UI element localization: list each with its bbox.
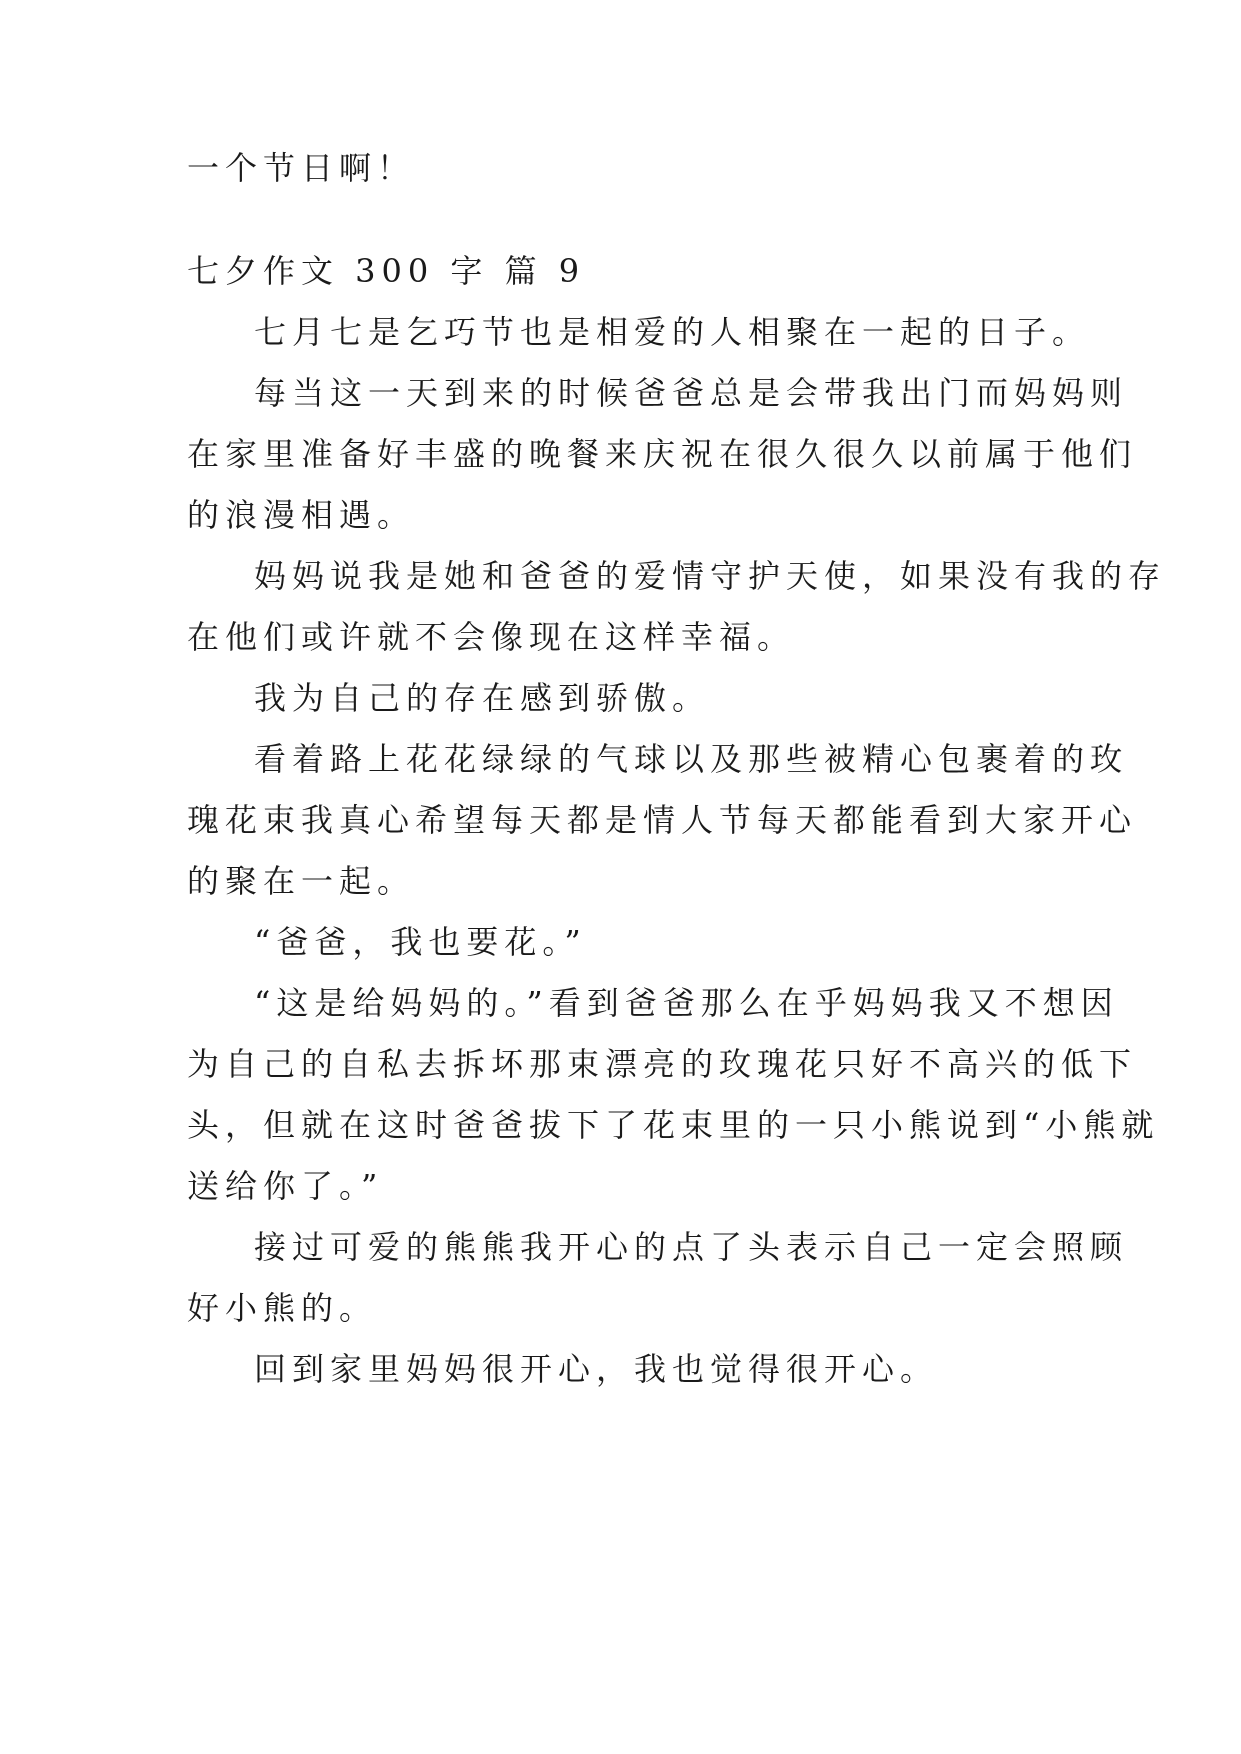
text-line: 每当这一天到来的时候爸爸总是会带我出门而妈妈则 — [254, 374, 1129, 412]
text-line: 回到家里妈妈很开心，我也觉得很开心。 — [254, 1350, 939, 1388]
text-line: 的浪漫相遇。 — [187, 496, 416, 534]
text-line: 我为自己的存在感到骄傲。 — [254, 679, 711, 717]
essay-heading: 七夕作文 300 字 篇 9 — [187, 252, 586, 290]
text-line: 好小熊的。 — [187, 1289, 378, 1327]
text-line: “爸爸，我也要花。” — [254, 923, 587, 961]
text-line: 在家里准备好丰盛的晚餐来庆祝在很久很久以前属于他们 — [187, 435, 1138, 473]
text-line: 接过可爱的熊熊我开心的点了头表示自己一定会照顾 — [254, 1228, 1129, 1266]
text-line: “这是给妈妈的。”看到爸爸那么在乎妈妈我又不想因 — [254, 984, 1119, 1022]
essay-body — [187, 241, 1167, 1400]
carryover-text — [187, 138, 1055, 199]
essay-lines — [187, 302, 1167, 1400]
text-line: 七月七是乞巧节也是相爱的人相聚在一起的日子。 — [254, 313, 1091, 351]
text-line: 头，但就在这时爸爸拔下了花束里的一只小熊说到“小熊就 — [187, 1106, 1160, 1144]
text-line: 为自己的自私去拆坏那束漂亮的玫瑰花只好不高兴的低下 — [187, 1045, 1138, 1083]
text-line: 瑰花束我真心希望每天都是情人节每天都能看到大家开心 — [187, 801, 1138, 839]
text-line: 在他们或许就不会像现在这样幸福。 — [187, 618, 796, 656]
carryover-line: 一个节日啊！ — [187, 149, 416, 187]
text-line: 送给你了。” — [187, 1167, 384, 1205]
text-line: 妈妈说我是她和爸爸的爱情守护天使，如果没有我的存 — [254, 557, 1167, 595]
text-line: 看着路上花花绿绿的气球以及那些被精心包裹着的玫 — [254, 740, 1129, 778]
text-line: 的聚在一起。 — [187, 862, 416, 900]
